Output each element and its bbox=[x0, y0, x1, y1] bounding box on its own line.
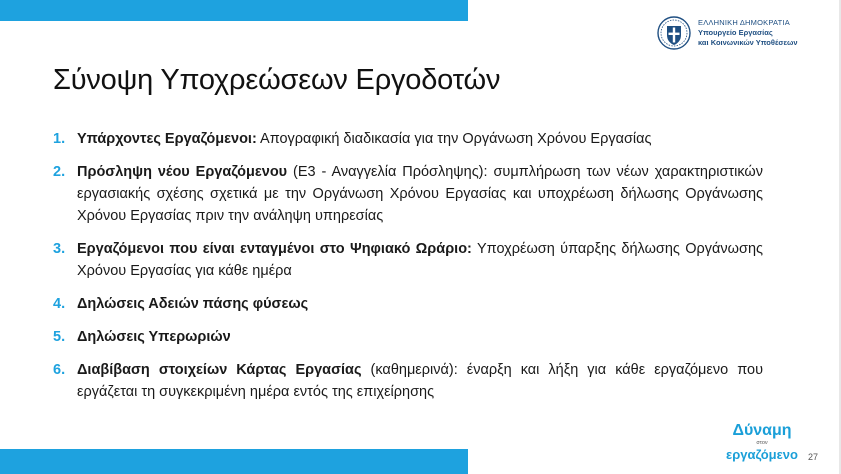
item-text: Απογραφική διαδικασία για την Οργάνωση Χρόνου Εργασίας bbox=[256, 131, 652, 147]
ministry-line-1: ΕΛΛΗΝΙΚΗ ΔΗΜΟΚΡΑΤΙΑ bbox=[698, 18, 790, 27]
ministry-line-2: Υπουργείο Εργασίας bbox=[698, 28, 773, 37]
item-text: (Ε3 - Αναγγελία Πρόσληψης): συμπλήρωση των νέων χαρακτηριστικών εργασιακής σχέσης σχετικά με την Οργάνωση Χρόνου Εργασίας και υποχρέωση δήλωσης Οργάνωσης Χρόνου Εργασίας πριν την ανάληψη υπηρεσίας bbox=[77, 164, 764, 224]
ministry-name bbox=[698, 18, 798, 48]
ministry-line-3: και Κοινωνικών Υποθέσεων bbox=[698, 38, 798, 47]
item-number: 3. bbox=[53, 241, 66, 257]
item-heading: Δηλώσεις Υπερωριών bbox=[77, 329, 231, 345]
item-number: 6. bbox=[53, 362, 66, 378]
list-item bbox=[53, 359, 763, 403]
item-number: 2. bbox=[53, 164, 66, 180]
campaign-logo-line-3: εργαζόμενο bbox=[726, 447, 798, 462]
item-number: 1. bbox=[53, 131, 66, 147]
item-body bbox=[77, 293, 763, 315]
page-number: 27 bbox=[808, 452, 819, 462]
item-body bbox=[77, 128, 763, 150]
item-number: 4. bbox=[53, 296, 66, 312]
top-accent-bar bbox=[0, 0, 468, 21]
list-item bbox=[53, 128, 763, 150]
item-text: Υποχρέωση ύπαρξης δήλωσης Οργάνωσης Χρόνου Εργασίας για κάθε ημέρα bbox=[77, 241, 764, 279]
campaign-logo bbox=[722, 422, 802, 468]
bottom-accent-bar bbox=[0, 449, 468, 474]
list-item bbox=[53, 326, 763, 348]
item-body bbox=[77, 238, 763, 282]
item-heading: Πρόσληψη νέου Εργαζόμενου bbox=[77, 164, 288, 180]
slide-title: Σύνοψη Υποχρεώσεων Εργοδοτών bbox=[53, 64, 501, 96]
list-item bbox=[53, 293, 763, 315]
item-heading: Διαβίβαση στοιχείων Κάρτας Εργασίας bbox=[77, 362, 362, 378]
list-item bbox=[53, 238, 763, 282]
item-heading: Υπάρχοντες Εργαζόμενοι: bbox=[77, 131, 257, 147]
item-number: 5. bbox=[53, 329, 66, 345]
list-item bbox=[53, 161, 763, 227]
item-body bbox=[77, 359, 763, 403]
item-heading: Δηλώσεις Αδειών πάσης φύσεως bbox=[77, 296, 309, 312]
campaign-logo-line-2: στον bbox=[756, 440, 768, 446]
item-text: (καθημερινά): έναρξη και λήξη για κάθε εργαζόμενο που εργάζεται τη συγκεκριμένη ημέρα εντός της επιχείρησης bbox=[77, 362, 764, 400]
obligations-list bbox=[53, 128, 763, 414]
greek-coat-of-arms-icon bbox=[656, 15, 692, 51]
ministry-logo bbox=[656, 15, 798, 51]
campaign-logo-line-1: Δύναμη bbox=[732, 422, 792, 439]
item-body bbox=[77, 326, 763, 348]
item-body bbox=[77, 161, 763, 227]
item-heading: Εργαζόμενοι που είναι ενταγμένοι στο Ψηφιακό Ωράριο: bbox=[77, 241, 472, 257]
